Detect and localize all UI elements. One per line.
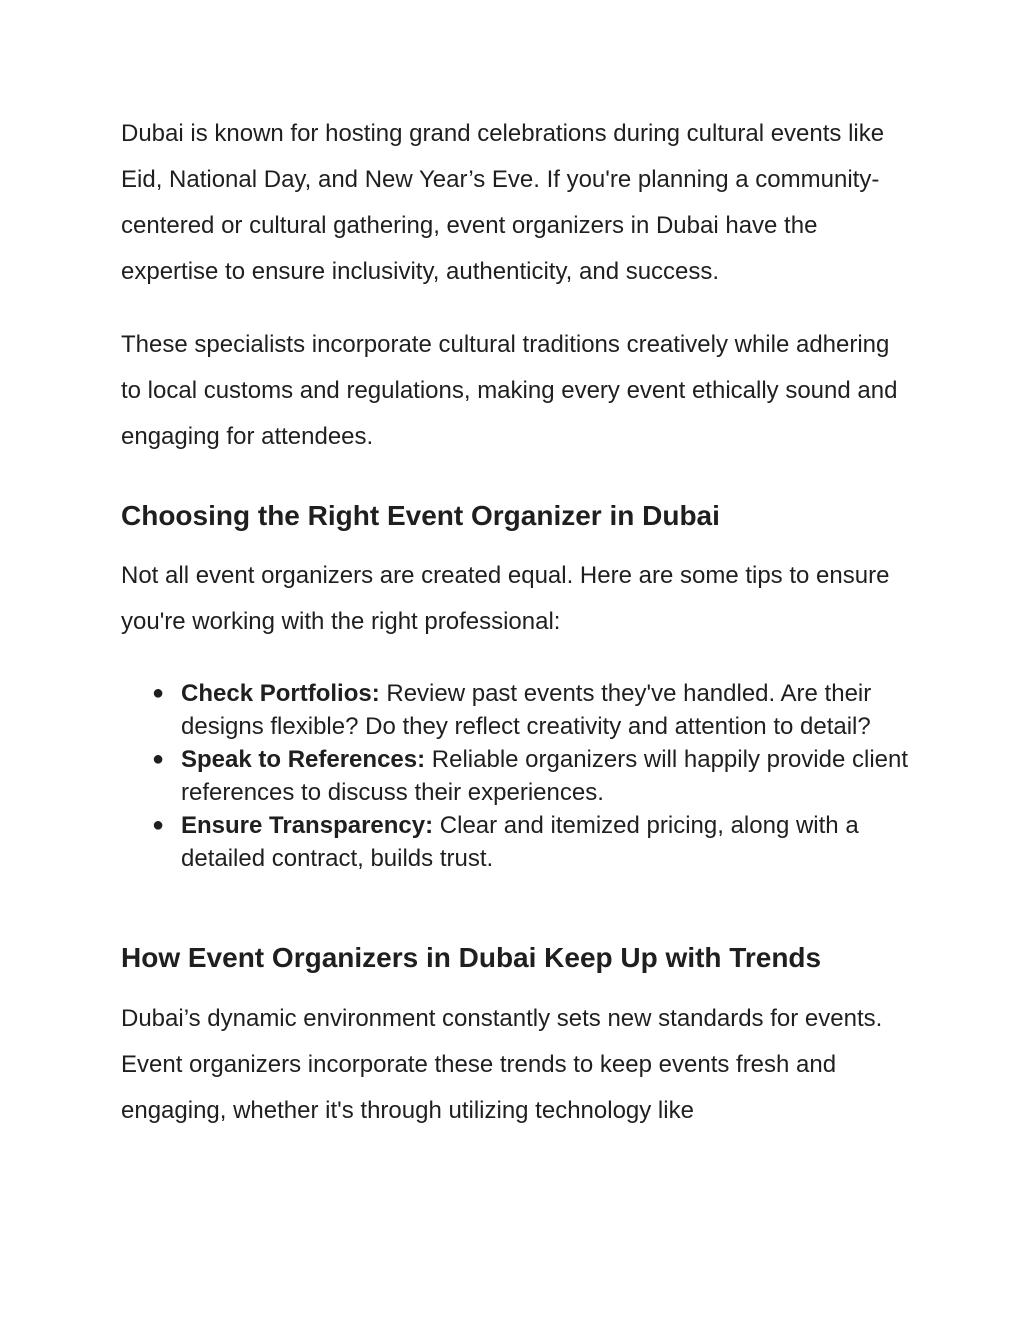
- list-item-check-portfolios: [121, 677, 911, 743]
- bullet-text: Reliable organizers will happily provide client references to discuss their experiences.: [181, 746, 909, 806]
- bullet-icon: ●: [152, 748, 165, 770]
- tips-bullet-list: [121, 677, 911, 875]
- bullet-text: Review past events they've handled. Are their designs flexible? Do they reflect creativity and attention to detail?: [181, 680, 872, 740]
- paragraph-specialists: These specialists incorporate cultural traditions creatively while adhering to local customs and regulations, making every event ethically sound and engaging for attendees.: [121, 331, 898, 450]
- bullet-title: Speak to References:: [181, 746, 426, 773]
- list-item-ensure-transparency: [121, 809, 911, 875]
- paragraph-trends-intro: Dubai’s dynamic environment constantly sets new standards for events. Event organizers incorporate these trends to keep events fresh and engaging, whether it's through utilizing technology like: [121, 1005, 883, 1124]
- paragraph-intro-cultural-events: Dubai is known for hosting grand celebrations during cultural events like Eid, National Day, and New Year’s Eve. If you're planning a community-centered or cultural gathering, event organizers in Dubai have the expertise to ensure inclusivity, authenticity, and success.: [121, 120, 885, 285]
- list-item-speak-to-references: [121, 743, 911, 809]
- bullet-text: Clear and itemized pricing, along with a detailed contract, builds trust.: [181, 812, 859, 872]
- heading-trends: How Event Organizers in Dubai Keep Up with Trends: [121, 942, 822, 973]
- bullet-title: Ensure Transparency:: [181, 812, 434, 839]
- paragraph-choosing-intro: Not all event organizers are created equal. Here are some tips to ensure you're working with the right professional:: [121, 562, 890, 635]
- bullet-icon: ●: [152, 814, 165, 836]
- bullet-icon: ●: [152, 682, 165, 704]
- heading-choosing-organizer: Choosing the Right Event Organizer in Dubai: [121, 500, 720, 531]
- bullet-title: Check Portfolios:: [181, 680, 380, 707]
